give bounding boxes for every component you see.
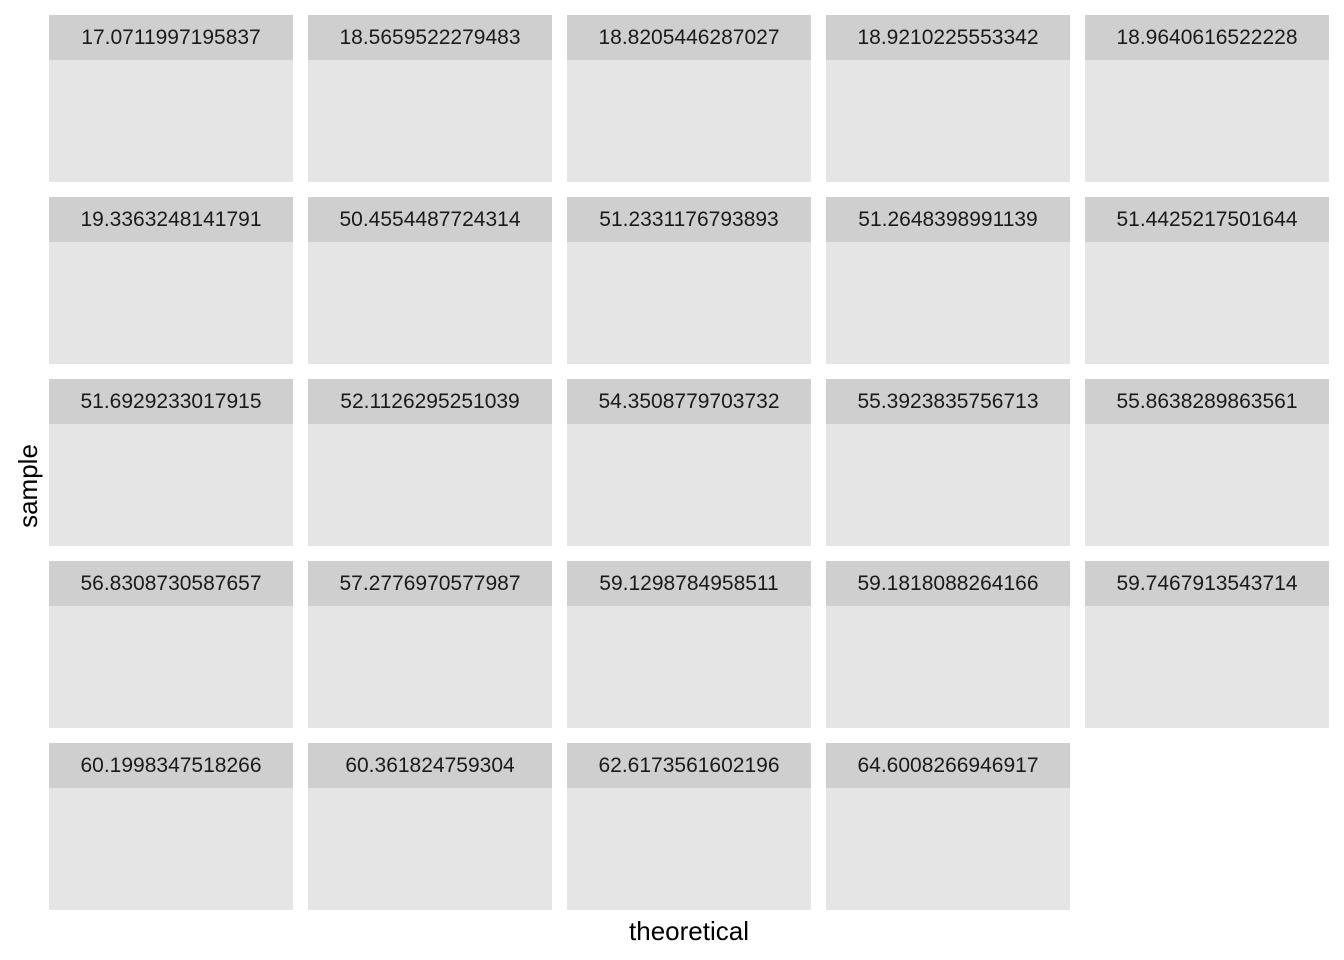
facet-plot-area bbox=[308, 606, 552, 728]
facet-strip-label: 59.1818088264166 bbox=[826, 561, 1070, 606]
facet-plot-area bbox=[826, 60, 1070, 182]
facet-strip-label: 55.3923835756713 bbox=[826, 379, 1070, 424]
facet-strip-label: 51.2648398991139 bbox=[826, 197, 1070, 242]
facet-plot-area bbox=[49, 242, 293, 364]
facet-panel bbox=[1085, 15, 1329, 182]
y-axis-title: sample bbox=[13, 444, 43, 528]
facet-strip-label: 18.5659522279483 bbox=[308, 15, 552, 60]
facet-panel bbox=[308, 15, 552, 182]
facet-panel bbox=[49, 379, 293, 546]
facet-plot-area bbox=[826, 242, 1070, 364]
facet-plot-area bbox=[567, 242, 811, 364]
facet-plot-area bbox=[49, 424, 293, 546]
facet-panel bbox=[308, 743, 552, 910]
facet-plot-area bbox=[308, 424, 552, 546]
facet-strip-label: 60.361824759304 bbox=[308, 743, 552, 788]
facet-strip-label: 59.7467913543714 bbox=[1085, 561, 1329, 606]
facet-strip-label: 52.1126295251039 bbox=[308, 379, 552, 424]
facet-strip-label: 18.8205446287027 bbox=[567, 15, 811, 60]
facet-strip-label: 62.6173561602196 bbox=[567, 743, 811, 788]
facet-strip-label: 51.2331176793893 bbox=[567, 197, 811, 242]
facet-strip-label: 50.4554487724314 bbox=[308, 197, 552, 242]
facet-plot-area bbox=[826, 424, 1070, 546]
facet-plot-area bbox=[826, 606, 1070, 728]
facet-strip-label: 60.1998347518266 bbox=[49, 743, 293, 788]
facet-panel bbox=[308, 197, 552, 364]
facet-panel bbox=[567, 15, 811, 182]
facet-plot-area bbox=[308, 242, 552, 364]
facet-plot-area bbox=[1085, 242, 1329, 364]
facet-plot-area bbox=[1085, 606, 1329, 728]
facet-panel bbox=[567, 743, 811, 910]
facet-plot-area bbox=[49, 606, 293, 728]
facet-panel bbox=[49, 743, 293, 910]
facet-panel bbox=[826, 197, 1070, 364]
facet-panel bbox=[567, 561, 811, 728]
facet-panel bbox=[308, 561, 552, 728]
facet-panel bbox=[1085, 561, 1329, 728]
facet-panel bbox=[826, 561, 1070, 728]
facet-panel bbox=[567, 197, 811, 364]
facet-panel bbox=[49, 561, 293, 728]
facet-panel bbox=[308, 379, 552, 546]
facet-plot-area bbox=[1085, 424, 1329, 546]
facet-strip-label: 51.6929233017915 bbox=[49, 379, 293, 424]
facet-strip-label: 19.3363248141791 bbox=[49, 197, 293, 242]
facet-panel bbox=[826, 15, 1070, 182]
facet-strip-label: 51.4425217501644 bbox=[1085, 197, 1329, 242]
facet-plot-area bbox=[308, 60, 552, 182]
facet-panel bbox=[826, 379, 1070, 546]
facet-plot-area bbox=[1085, 60, 1329, 182]
facet-strip-label: 55.8638289863561 bbox=[1085, 379, 1329, 424]
x-axis-title: theoretical bbox=[629, 916, 749, 946]
facet-strip-label: 54.3508779703732 bbox=[567, 379, 811, 424]
facet-strip-label: 64.6008266946917 bbox=[826, 743, 1070, 788]
facet-plot-area bbox=[308, 788, 552, 910]
facet-strip-label: 18.9640616522228 bbox=[1085, 15, 1329, 60]
facet-plot-area bbox=[567, 606, 811, 728]
facet-strip-label: 57.2776970577987 bbox=[308, 561, 552, 606]
facet-panel bbox=[1085, 379, 1329, 546]
facet-panel bbox=[567, 379, 811, 546]
facet-panel bbox=[49, 15, 293, 182]
facet-strip-label: 18.9210225553342 bbox=[826, 15, 1070, 60]
facet-panel bbox=[826, 743, 1070, 910]
facet-plot-area bbox=[49, 60, 293, 182]
facet-plot-area bbox=[567, 424, 811, 546]
facet-plot-area bbox=[567, 788, 811, 910]
facet-panel bbox=[1085, 197, 1329, 364]
facet-strip-label: 17.0711997195837 bbox=[49, 15, 293, 60]
facet-plot-area bbox=[49, 788, 293, 910]
facet-panel bbox=[49, 197, 293, 364]
facet-plot-area bbox=[567, 60, 811, 182]
facet-strip-label: 56.8308730587657 bbox=[49, 561, 293, 606]
facet-plot-area bbox=[826, 788, 1070, 910]
facet-strip-label: 59.1298784958511 bbox=[567, 561, 811, 606]
